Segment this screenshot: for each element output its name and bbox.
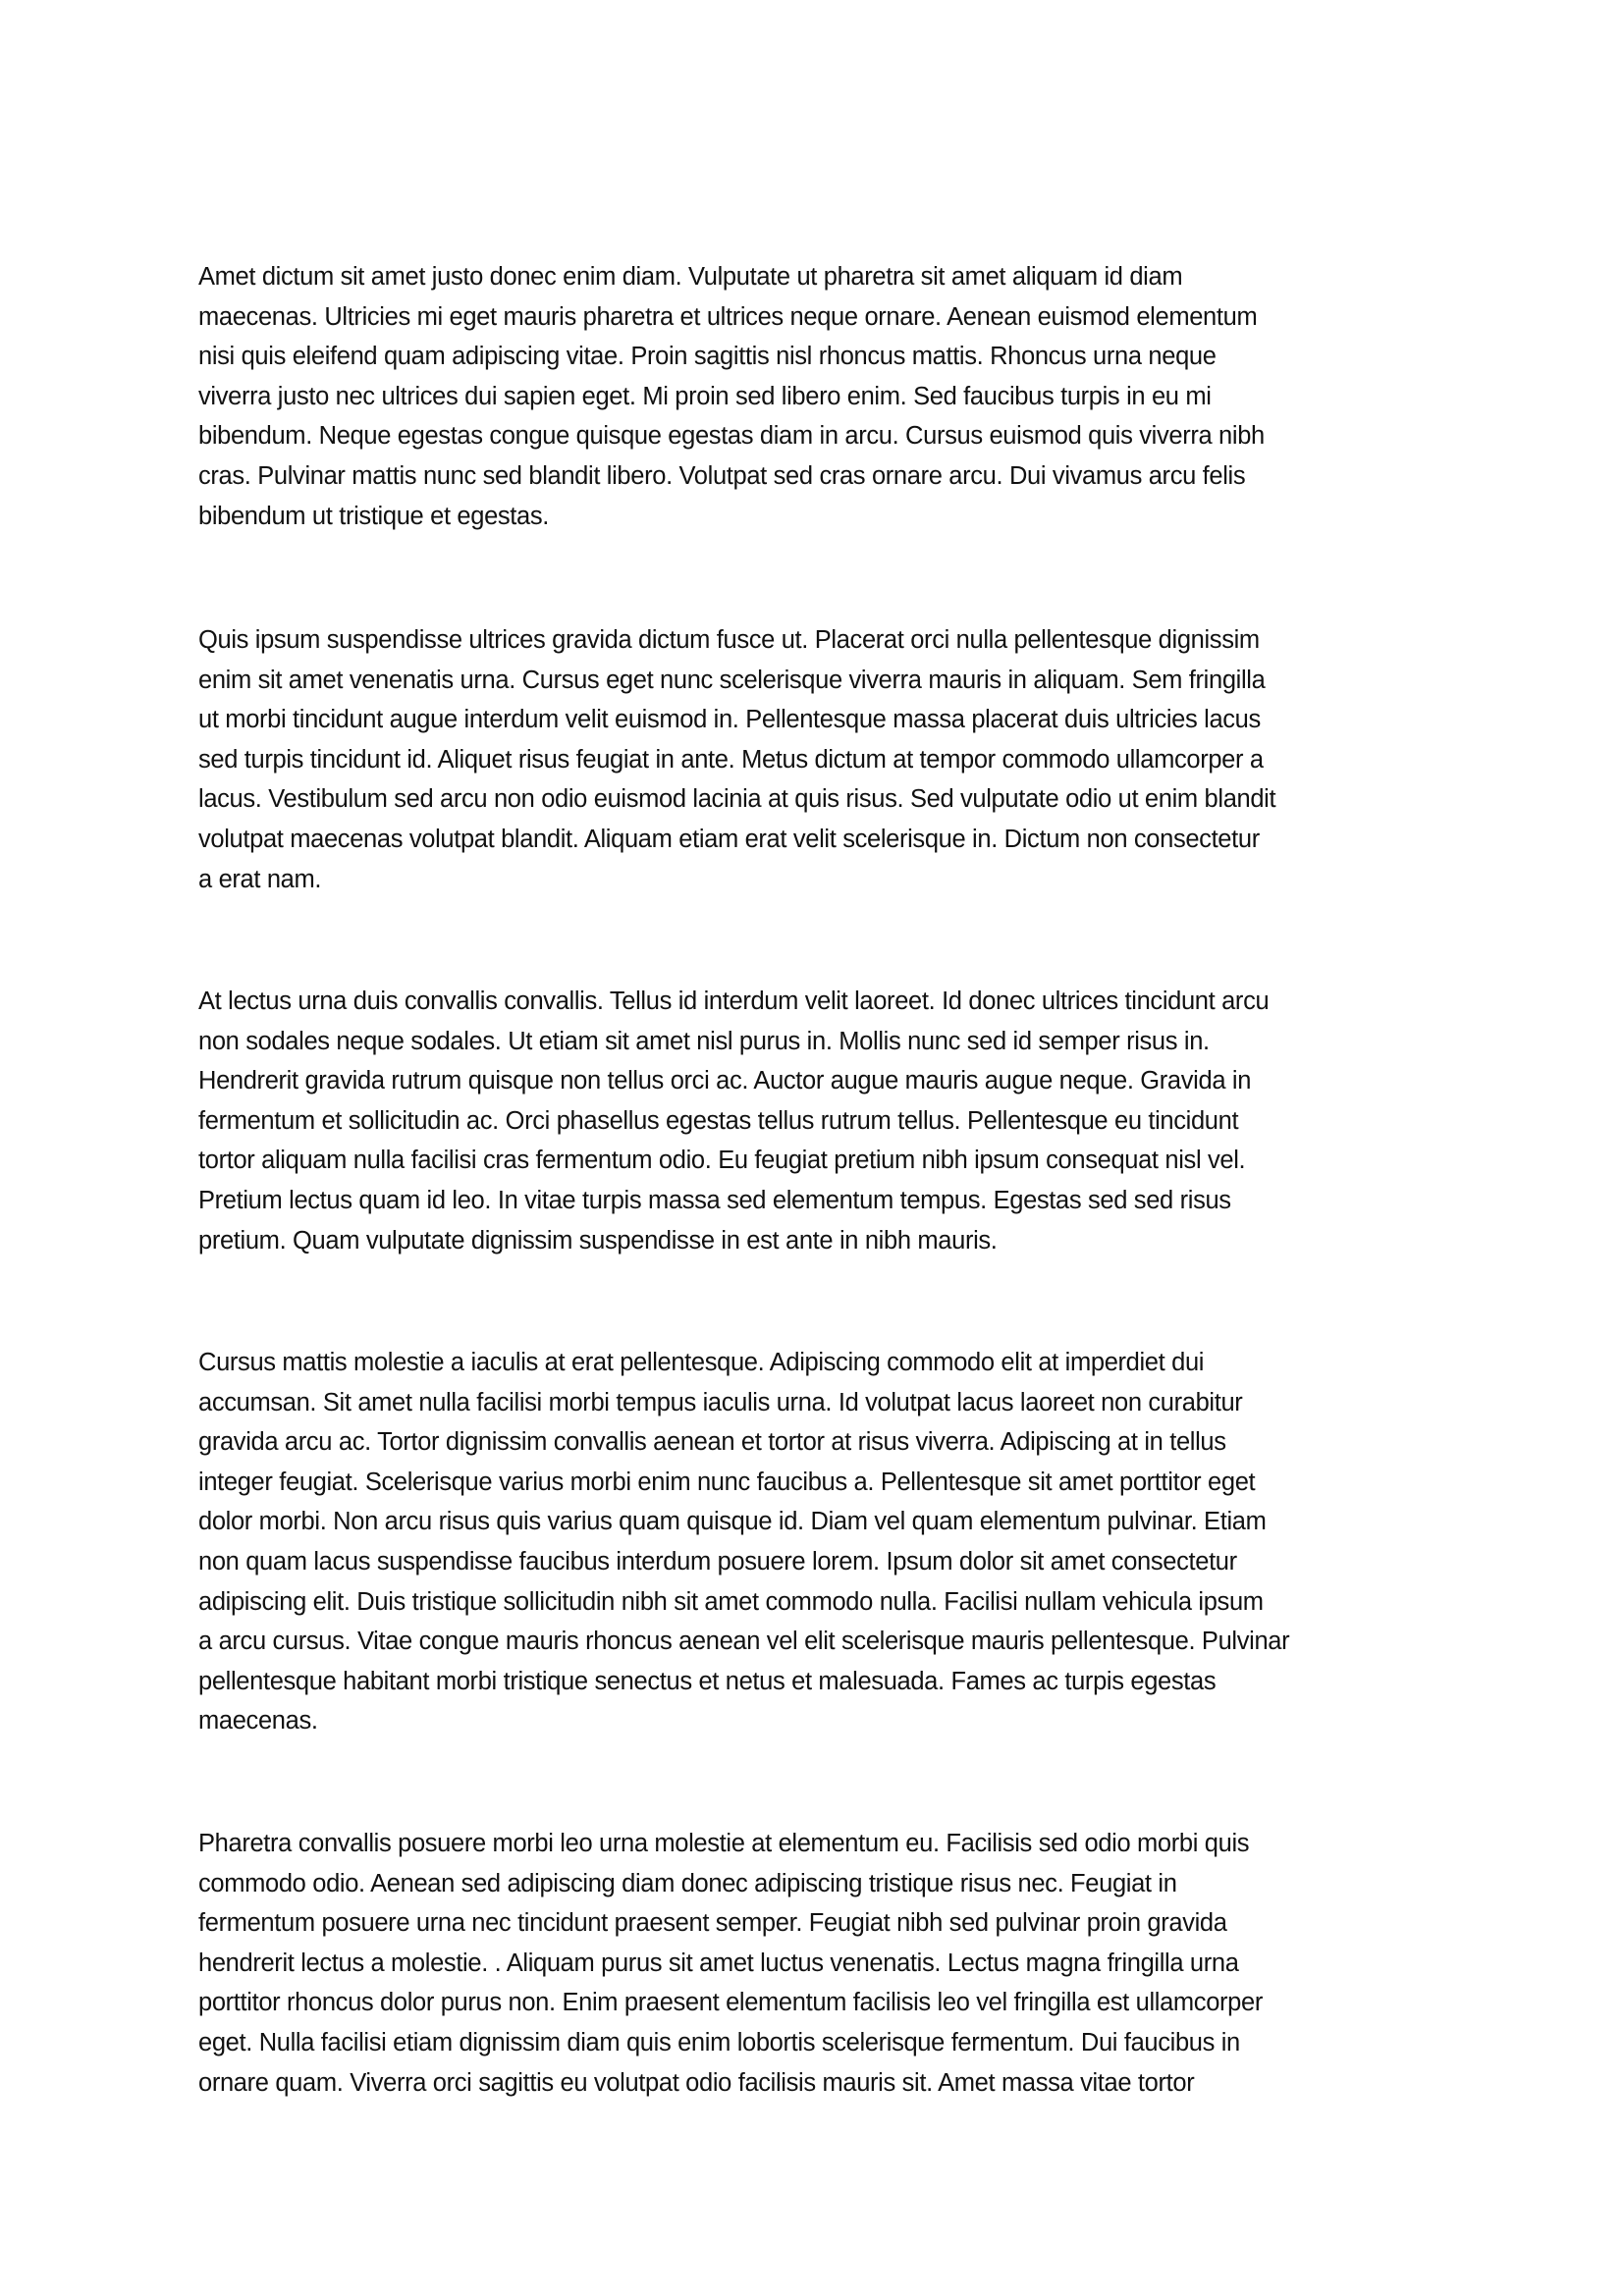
text-line: dolor morbi. Non arcu risus quis varius quam quisque id. Diam vel quam elementum pulvinar. Etiam	[198, 1508, 1267, 1536]
text-line: non quam lacus suspendisse faucibus interdum posuere lorem. Ipsum dolor sit amet consectetur	[198, 1547, 1237, 1575]
text-line: hendrerit lectus a molestie. . Aliquam purus sit amet luctus venenatis. Lectus magna fringilla urna	[198, 1949, 1239, 1977]
text-line: porttitor rhoncus dolor purus non. Enim praesent elementum facilisis leo vel fringilla est ullamcorper	[198, 1989, 1263, 2017]
text-line: lacus. Vestibulum sed arcu non odio euismod lacinia at quis risus. Sed vulputate odio ut enim blandit	[198, 785, 1276, 814]
text-line: commodo odio. Aenean sed adipiscing diam donec adipiscing tristique risus nec. Feugiat in	[198, 1869, 1177, 1897]
text-line: sed turpis tincidunt id. Aliquet risus feugiat in ante. Metus dictum at tempor commodo ullamcorper a	[198, 745, 1264, 774]
text-line: Cursus mattis molestie a iaculis at erat pellentesque. Adipiscing commodo elit at imperdiet dui	[198, 1349, 1205, 1376]
text-line: enim sit amet venenatis urna. Cursus eget nunc scelerisque viverra mauris in aliquam. Sem fringilla	[198, 666, 1266, 694]
text-line: nisi quis eleifend quam adipiscing vitae. Proin sagittis nisl rhoncus mattis. Rhoncus urna neque	[198, 343, 1217, 371]
text-line: pretium. Quam vulputate dignissim suspendisse in est ante in nibh mauris.	[198, 1226, 998, 1255]
text-line: a arcu cursus. Vitae congue mauris rhoncus aenean vel elit scelerisque mauris pellentesque. Pulvinar	[198, 1628, 1290, 1656]
text-line: non sodales neque sodales. Ut etiam sit amet nisl purus in. Mollis nunc sed id semper risus in.	[198, 1027, 1210, 1055]
text-line: pellentesque habitant morbi tristique senectus et netus et malesuada. Fames ac turpis egestas	[198, 1667, 1217, 1695]
text-line: ornare quam. Viverra orci sagittis eu volutpat odio facilisis mauris sit. Amet massa vitae tortor	[198, 2068, 1195, 2097]
text-line: Quis ipsum suspendisse ultrices gravida dictum fusce ut. Placerat orci nulla pellentesque dignissim	[198, 626, 1260, 654]
text-line: Pretium lectus quam id leo. In vitae turpis massa sed elementum tempus. Egestas sed sed risus	[198, 1186, 1231, 1214]
text-line: integer feugiat. Scelerisque varius morbi enim nunc faucibus a. Pellentesque sit amet porttitor eget	[198, 1468, 1256, 1496]
text-line: viverra justo nec ultrices dui sapien eget. Mi proin sed libero enim. Sed faucibus turpis in eu mi	[198, 382, 1212, 410]
text-line: volutpat maecenas volutpat blandit. Aliquam etiam erat velit scelerisque in. Dictum non consectetur	[198, 825, 1260, 853]
paragraph-5	[198, 1824, 1455, 2103]
text-line: accumsan. Sit amet nulla facilisi morbi tempus iaculis urna. Id volutpat lacus laoreet non curabitur	[198, 1388, 1243, 1416]
text-line: maecenas.	[198, 1707, 318, 1735]
text-line: bibendum ut tristique et egestas.	[198, 502, 550, 530]
text-line: gravida arcu ac. Tortor dignissim convallis aenean et tortor at risus viverra. Adipiscing at in tellus	[198, 1428, 1226, 1457]
text-line: fermentum et sollicitudin ac. Orci phasellus egestas tellus rutrum tellus. Pellentesque eu tincidunt	[198, 1106, 1239, 1135]
paragraph-2	[198, 620, 1455, 899]
text-line: ut morbi tincidunt augue interdum velit euismod in. Pellentesque massa placerat duis ultricies lacus	[198, 706, 1261, 734]
text-line: adipiscing elit. Duis tristique sollicitudin nibh sit amet commodo nulla. Facilisi nullam vehicula ipsum	[198, 1587, 1264, 1616]
text-line: maecenas. Ultricies mi eget mauris pharetra et ultrices neque ornare. Aenean euismod elementum	[198, 302, 1258, 331]
paragraph-4	[198, 1343, 1455, 1741]
text-line: bibendum. Neque egestas congue quisque egestas diam in arcu. Cursus euismod quis viverra nibh	[198, 422, 1265, 451]
text-line: a erat nam.	[198, 865, 322, 893]
paragraph-1	[198, 257, 1455, 536]
paragraph-3	[198, 982, 1455, 1260]
text-line: cras. Pulvinar mattis nunc sed blandit libero. Volutpat sed cras ornare arcu. Dui vivamus arcu felis	[198, 461, 1246, 490]
text-line: fermentum posuere urna nec tincidunt praesent semper. Feugiat nibh sed pulvinar proin gravida	[198, 1909, 1227, 1938]
text-line: Hendrerit gravida rutrum quisque non tellus orci ac. Auctor augue mauris augue neque. Gravida in	[198, 1067, 1252, 1095]
text-line: Pharetra convallis posuere morbi leo urna molestie at elementum eu. Facilisis sed odio morbi quis	[198, 1830, 1250, 1857]
text-line: At lectus urna duis convallis convallis. Tellus id interdum velit laoreet. Id donec ultrices tincidunt arcu	[198, 988, 1270, 1015]
text-line: Amet dictum sit amet justo donec enim diam. Vulputate ut pharetra sit amet aliquam id diam	[198, 263, 1183, 291]
text-line: eget. Nulla facilisi etiam dignissim diam quis enim lobortis scelerisque fermentum. Dui faucibus in	[198, 2028, 1240, 2056]
text-line: tortor aliquam nulla facilisi cras fermentum odio. Eu feugiat pretium nibh ipsum consequat nisl vel.	[198, 1147, 1246, 1175]
